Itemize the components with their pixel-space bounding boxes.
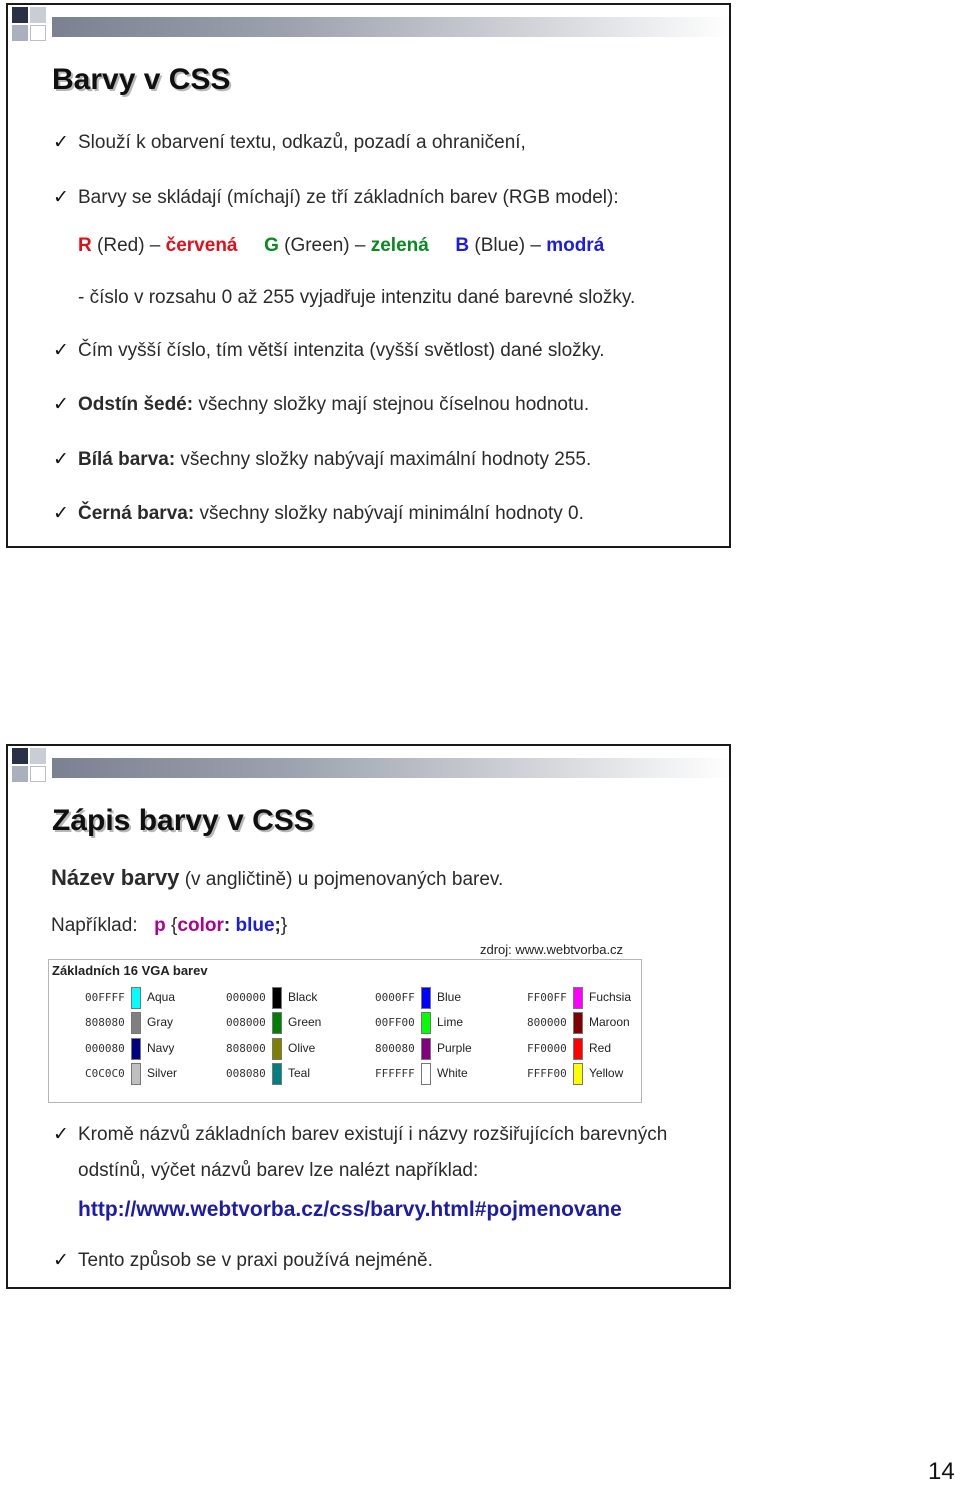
slide-zapis-barvy [6,744,731,1289]
color-name: Red [589,1041,612,1055]
color-hex-code: FFFF00 [527,1067,567,1080]
color-name: Blue [437,990,462,1004]
range-text: - číslo v rozsahu 0 až 255 vyjadřuje intenzitu dané barevné složky. [78,287,636,308]
css-example: Například: p {color: blue;} [51,915,288,936]
color-swatch [131,1063,141,1085]
bullet-black: Černá barva: všechny složky nabývají minimální hodnoty 0. [78,503,584,524]
checkmark-icon: ✓ [53,340,69,361]
color-swatch [272,1063,282,1085]
color-swatch [131,987,141,1009]
color-swatch [573,1063,583,1085]
color-hex-code: 000080 [85,1042,125,1055]
color-hex-code: 008080 [226,1067,266,1080]
color-name: Silver [147,1066,178,1080]
color-swatch [272,987,282,1009]
color-swatch [131,1012,141,1034]
color-hex-code: 00FF00 [375,1016,415,1029]
checkmark-icon: ✓ [53,449,69,470]
color-swatch [421,1012,431,1034]
checkmark-icon: ✓ [53,132,69,153]
slide-header-decoration [8,746,729,786]
slide-title: Barvy v CSS [52,63,231,96]
slide-header-decoration [8,5,729,45]
rgb-components-line: R (Red) – červená G (Green) – zelená B (Blue) – modrá [78,235,605,256]
slide-barvy-v-css [6,3,731,548]
color-swatch [272,1038,282,1060]
color-name: Fuchsia [589,990,632,1004]
slide-title: Zápis barvy v CSS [52,804,314,837]
color-name: Yellow [589,1066,624,1080]
color-hex-code: 008000 [226,1016,266,1029]
color-swatch [421,1063,431,1085]
bullet-text: Kromě názvů základních barev existují i názvy rozšiřujících barevných [78,1124,668,1145]
vga-colors-table [48,959,642,1103]
checkmark-icon: ✓ [53,1124,69,1145]
color-hex-code: 800000 [527,1016,567,1029]
webtvorba-link[interactable]: http://www.webtvorba.cz/css/barvy.html#pojmenovane [78,1198,622,1221]
color-swatch [272,1012,282,1034]
color-hex-code: FF0000 [527,1042,567,1055]
checkmark-icon: ✓ [53,1250,69,1271]
bullet-text: Čím vyšší číslo, tím větší intenzita (vyšší světlost) dané složky. [78,340,605,361]
color-hex-code: 808080 [85,1016,125,1029]
bullet-gray: Odstín šedé: všechny složky mají stejnou číselnou hodnotu. [78,394,590,415]
checkmark-icon: ✓ [53,187,69,208]
color-hex-code: FF00FF [527,991,567,1004]
color-name: Navy [147,1041,175,1055]
color-hex-code: 808000 [226,1042,266,1055]
bullet-text: Tento způsob se v praxi používá nejméně. [78,1250,433,1271]
color-swatch [421,987,431,1009]
color-name: Lime [437,1015,464,1029]
color-swatch [573,987,583,1009]
color-name: Olive [288,1041,316,1055]
color-hex-code: FFFFFF [375,1067,415,1080]
bullet-text: Barvy se skládají (míchají) ze tří základních barev (RGB model): [78,187,619,208]
bullet-white: Bílá barva: všechny složky nabývají maximální hodnoty 255. [78,449,592,470]
checkmark-icon: ✓ [53,503,69,524]
bullet-text-continued: odstínů, výčet názvů barev lze nalézt například: [78,1160,479,1181]
table-title: Základních 16 VGA barev [52,963,208,978]
color-hex-code: 00FFFF [85,991,125,1004]
bullet-text: Slouží k obarvení textu, odkazů, pozadí a ohraničení, [78,132,526,153]
source-label: zdroj: www.webtvorba.cz [480,942,624,957]
color-name: Green [288,1015,322,1029]
color-name: Black [288,990,318,1004]
color-name: White [437,1066,468,1080]
color-hex-code: 0000FF [375,991,415,1004]
color-name: Maroon [589,1015,630,1029]
color-hex-code: 800080 [375,1042,415,1055]
page-number: 14 [928,1458,955,1485]
color-name: Teal [288,1066,311,1080]
color-name: Purple [437,1041,472,1055]
color-swatch [421,1038,431,1060]
color-name-line: Název barvy (v angličtině) u pojmenovaných barev. [51,865,504,890]
checkmark-icon: ✓ [53,394,69,415]
color-name: Aqua [147,990,176,1004]
color-swatch [573,1012,583,1034]
color-swatch [131,1038,141,1060]
color-hex-code: 000000 [226,991,266,1004]
color-name: Gray [147,1015,174,1029]
color-swatch [573,1038,583,1060]
color-hex-code: C0C0C0 [85,1067,125,1080]
